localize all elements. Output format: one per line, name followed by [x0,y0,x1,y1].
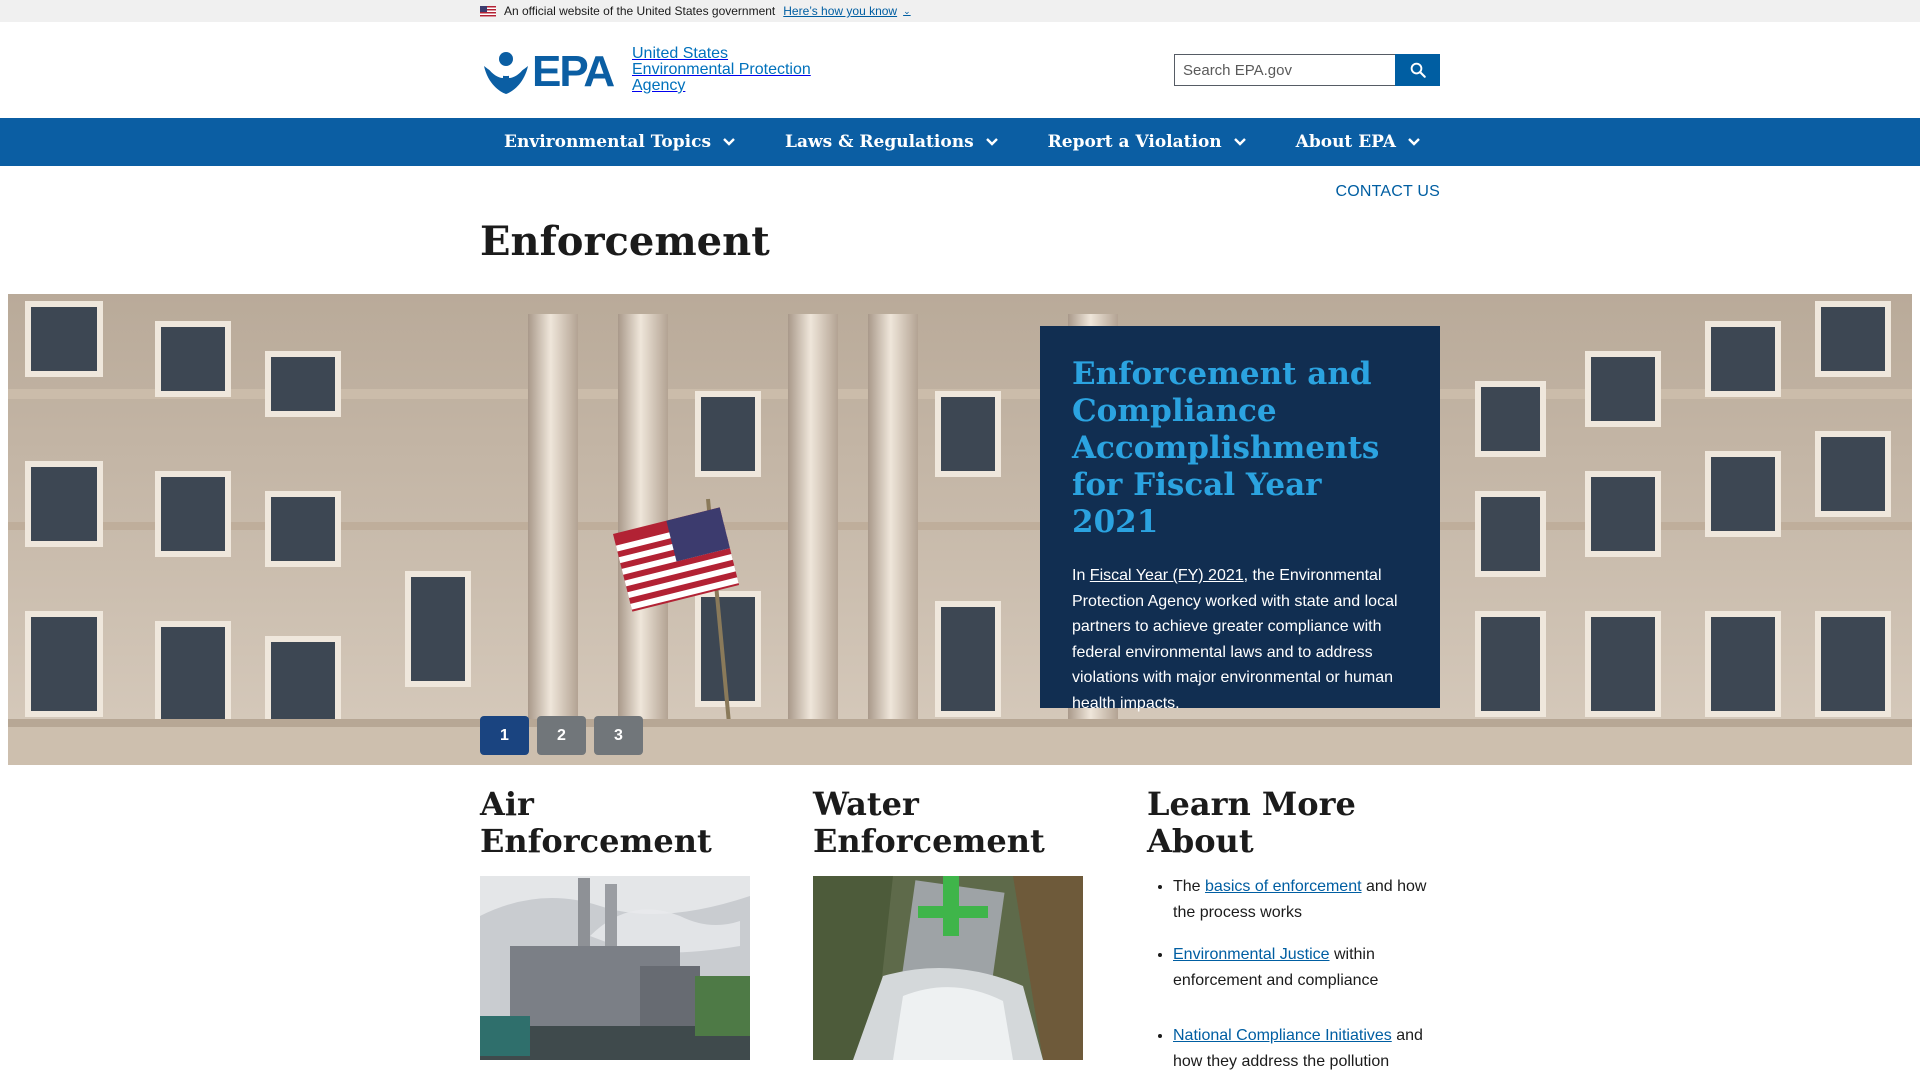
list-item-post: and how the process works [1173,878,1427,921]
agency-name-line-1: United States [632,45,729,62]
hero-carousel [8,294,1912,765]
nav-label: About EPA [1295,132,1396,152]
main-nav [0,118,1920,166]
official-site-text: An official website of the United States government [504,4,776,18]
chevron-down-icon [1232,134,1248,150]
air-enforcement-section [480,786,760,1065]
chevron-down-icon: ⌄ [903,5,911,16]
fiscal-year-2021-link[interactable]: Fiscal Year (FY) 2021 [1089,567,1244,584]
heres-how-you-know-link[interactable] [783,4,910,18]
list-item-post: within enforcement and compliance [1173,946,1379,989]
power-plant-photo[interactable] [480,876,750,1060]
search-icon [1409,61,1427,79]
chevron-down-icon [984,134,1000,150]
carousel-pager [480,716,643,755]
epa-seal-icon [480,44,628,96]
hero-body [1072,563,1408,716]
water-enforcement-section [813,786,1093,1065]
nav-report-violation[interactable] [1024,118,1272,166]
site-header [0,22,1920,118]
list-item [1173,874,1443,925]
stormwater-outfall-photo[interactable] [813,876,1083,1060]
list-item-pre: The [1173,878,1206,895]
environmental-justice-link[interactable]: Environmental Justice [1173,946,1330,963]
nav-laws-regulations[interactable] [761,118,1024,166]
contact-us-link[interactable]: CONTACT US [1335,183,1440,200]
us-flag-icon [480,6,496,17]
nav-label: Laws & Regulations [785,132,974,152]
learn-more-list [1147,874,1443,1074]
nav-environmental-topics[interactable] [480,118,761,166]
building-photo [8,294,1912,765]
nav-about-epa[interactable] [1272,118,1446,166]
page-title: Enforcement [480,218,770,265]
carousel-page-1-button[interactable]: 1 [480,716,529,755]
svg-text:EPA: EPA [532,47,614,96]
carousel-page-3-button[interactable]: 3 [594,716,643,755]
hero-body-pre: In [1072,567,1090,584]
gov-banner [0,0,1920,22]
learn-more-section [1147,786,1443,1091]
national-compliance-initiatives-link[interactable]: National Compliance Initiatives [1173,1027,1392,1044]
hero-feature-card [1040,326,1440,712]
list-item [1173,1023,1443,1074]
nav-label: Report a Violation [1047,132,1222,152]
basics-of-enforcement-link[interactable]: basics of enforcement [1205,878,1362,895]
list-item-post: and how they address the pollution [1173,1027,1423,1070]
heres-how-you-know-label: Here’s how you know [783,4,898,18]
carousel-page-2-button[interactable]: 2 [537,716,586,755]
agency-name-line-2: Environmental Protection [632,61,811,78]
hero-title: Enforcement and Compliance Accomplishments for Fiscal Year 2021 [1072,356,1380,540]
water-enforcement-heading[interactable]: Water Enforcement [813,785,1045,860]
epa-logo[interactable] [480,44,840,96]
agency-name-line-3: Agency [632,77,686,94]
air-enforcement-heading[interactable]: Air Enforcement [480,785,712,860]
search-input[interactable] [1174,54,1395,86]
learn-more-heading: Learn More About [1147,785,1356,860]
chevron-down-icon [1406,134,1422,150]
hero-body-post: , the Environmental Protection Agency worked with state and local partners to achieve greater compliance with federal environmental laws and to address violations with major environmental or human health impacts. [1072,567,1398,712]
list-item [1173,942,1443,993]
chevron-down-icon [721,134,737,150]
search-button[interactable] [1395,54,1440,86]
site-search [1174,54,1440,86]
agency-name [632,46,811,94]
nav-label: Environmental Topics [504,132,712,152]
